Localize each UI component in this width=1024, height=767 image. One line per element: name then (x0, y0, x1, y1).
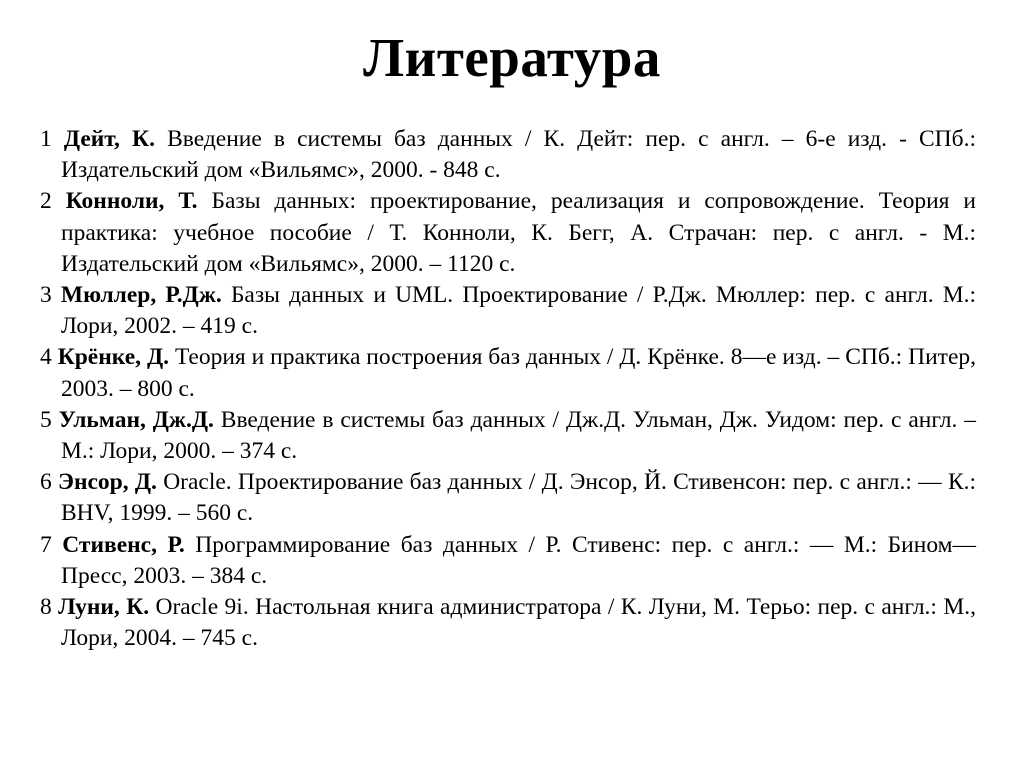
reference-text: Базы данных и UML. Проектирование / Р.Дж. Мюллер: пер. с англ. М.: Лори, 2002. – 419 с. (61, 282, 977, 340)
reference-number: 6 (40, 469, 52, 496)
reference-item (40, 592, 976, 654)
reference-number: 2 (40, 188, 52, 215)
reference-author: Энсор, Д. (58, 469, 157, 496)
reference-text: Теория и практика построения баз данных / Д. Крёнке. 8—е изд. – СПб.: Питер, 2003. – 800 с. (61, 344, 977, 402)
reference-number: 1 (40, 126, 52, 152)
reference-author: Стивенс, Р. (62, 531, 185, 558)
reference-author: Мюллер, Р.Дж. (60, 282, 222, 309)
reference-author: Крёнке, Д. (57, 344, 170, 371)
reference-number: 4 (40, 344, 52, 371)
reference-text: Oracle 9i. Настольная книга администратора / К. Луни, М. Терьо: пер. с англ.: М., Лори, 2004. – 745 с. (61, 594, 977, 652)
reference-item (40, 124, 976, 186)
reference-item (40, 186, 976, 280)
page-title: Литература (363, 27, 661, 88)
reference-number: 5 (40, 406, 52, 433)
reference-text: Введение в системы баз данных / К. Дейт: пер. с англ. – 6-е изд. - СПб.: Издательский дом «Вильямс», 2000. - 848 с. (61, 126, 977, 184)
reference-number: 3 (40, 282, 52, 309)
reference-number: 7 (40, 531, 52, 558)
reference-author: Ульман, Дж.Д. (58, 406, 214, 433)
reference-item (40, 342, 976, 404)
reference-text: Введение в системы баз данных / Дж.Д. Ульман, Дж. Уидом: пер. с англ. – М.: Лори, 2000. – 374 с. (61, 406, 977, 465)
reference-item (40, 467, 976, 529)
reference-author: Конноли, Т. (65, 188, 198, 215)
reference-text: Базы данных: проектирование, реализация и сопровождение. Теория и практика: учебное пособие / Т. Конноли, К. Бегг, А. Страчан: пер. с англ. - М.: Издательский дом «Вильямс», 2000. – 1120 с. (61, 188, 977, 277)
reference-text: Программирование баз данных / Р. Стивенс: пер. с англ.: — М.: Бином—Пресс, 2003. – 384 с. (61, 531, 976, 589)
reference-author: Дейт, К. (63, 126, 155, 152)
reference-item (40, 280, 976, 342)
reference-item (40, 530, 976, 592)
reference-text: Oracle. Проектирование баз данных / Д. Энсор, Й. Стивенсон: пер. с англ.: — К.: BHV, 1999. – 560 с. (61, 469, 977, 527)
reference-author: Луни, К. (58, 594, 150, 621)
reference-number: 8 (40, 594, 52, 621)
reference-item (40, 405, 976, 467)
reference-list (40, 124, 976, 654)
